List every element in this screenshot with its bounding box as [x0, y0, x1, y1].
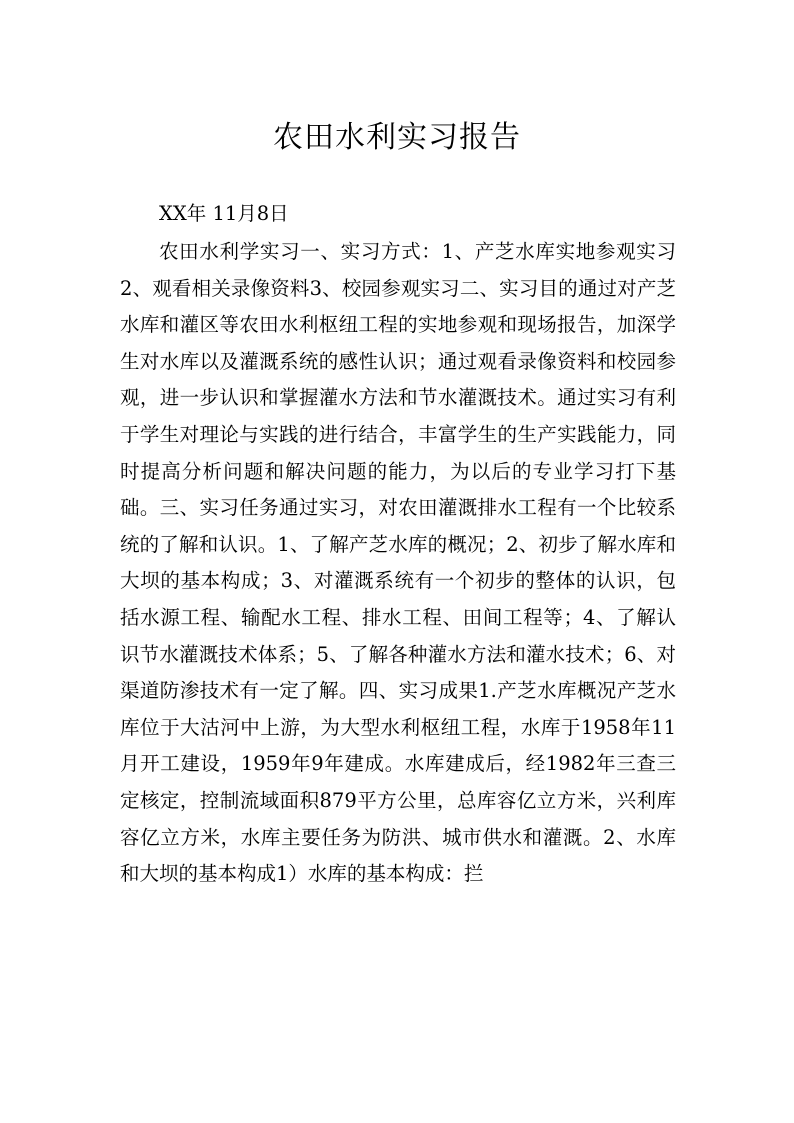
document-title: 农田水利实习报告 — [273, 120, 521, 156]
body-paragraph: 农田水利学实习一、实习方式：1、产芝水库实地参观实习2、观看相关录像资料3、校园参观实习二、实习目的通过对产芝水库和灌区等农田水利枢纽工程的实地参观和现场报告，加深学生对水库以及灌溉系统的感性认识；通过观看录像资料和校园参观，进一步认识和掌握灌水方法和节水灌溉技术。通过实习有利于学生对理论与实践的进行结合，丰富学生的生产实践能力，同时提高分析问题和解决问题的能力，为以后的专业学习打下基础。三、实习任务通过实习，对农田灌溉排水工程有一个比较系统的了解和认识。1、了解产芝水库的概况；2、初步了解水库和大坝的基本构成；3、对灌溉系统有一个初步的整体的认识，包括水源工程、输配水工程、排水工程、田间工程等；4、了解认识节水灌溉技术体系；5、了解各种灌水方法和灌水技术；6、对渠道防渗技术有一定了解。四、实习成果1.产芝水库概况产芝水库位于大沽河中上游，为大型水利枢纽工程，水库于1958年11月开工建设，1959年9年建成。水库建成后，经1982年三查三定核定，控制流域面积879平方公里，总库容亿立方米，兴利库容亿立方米，水库主要任务为防洪、城市供水和灌溉。2、水库和大坝的基本构成1）水库的基本构成：拦 — [120, 240, 676, 886]
report-date: XX年 11月8日 — [159, 202, 289, 225]
